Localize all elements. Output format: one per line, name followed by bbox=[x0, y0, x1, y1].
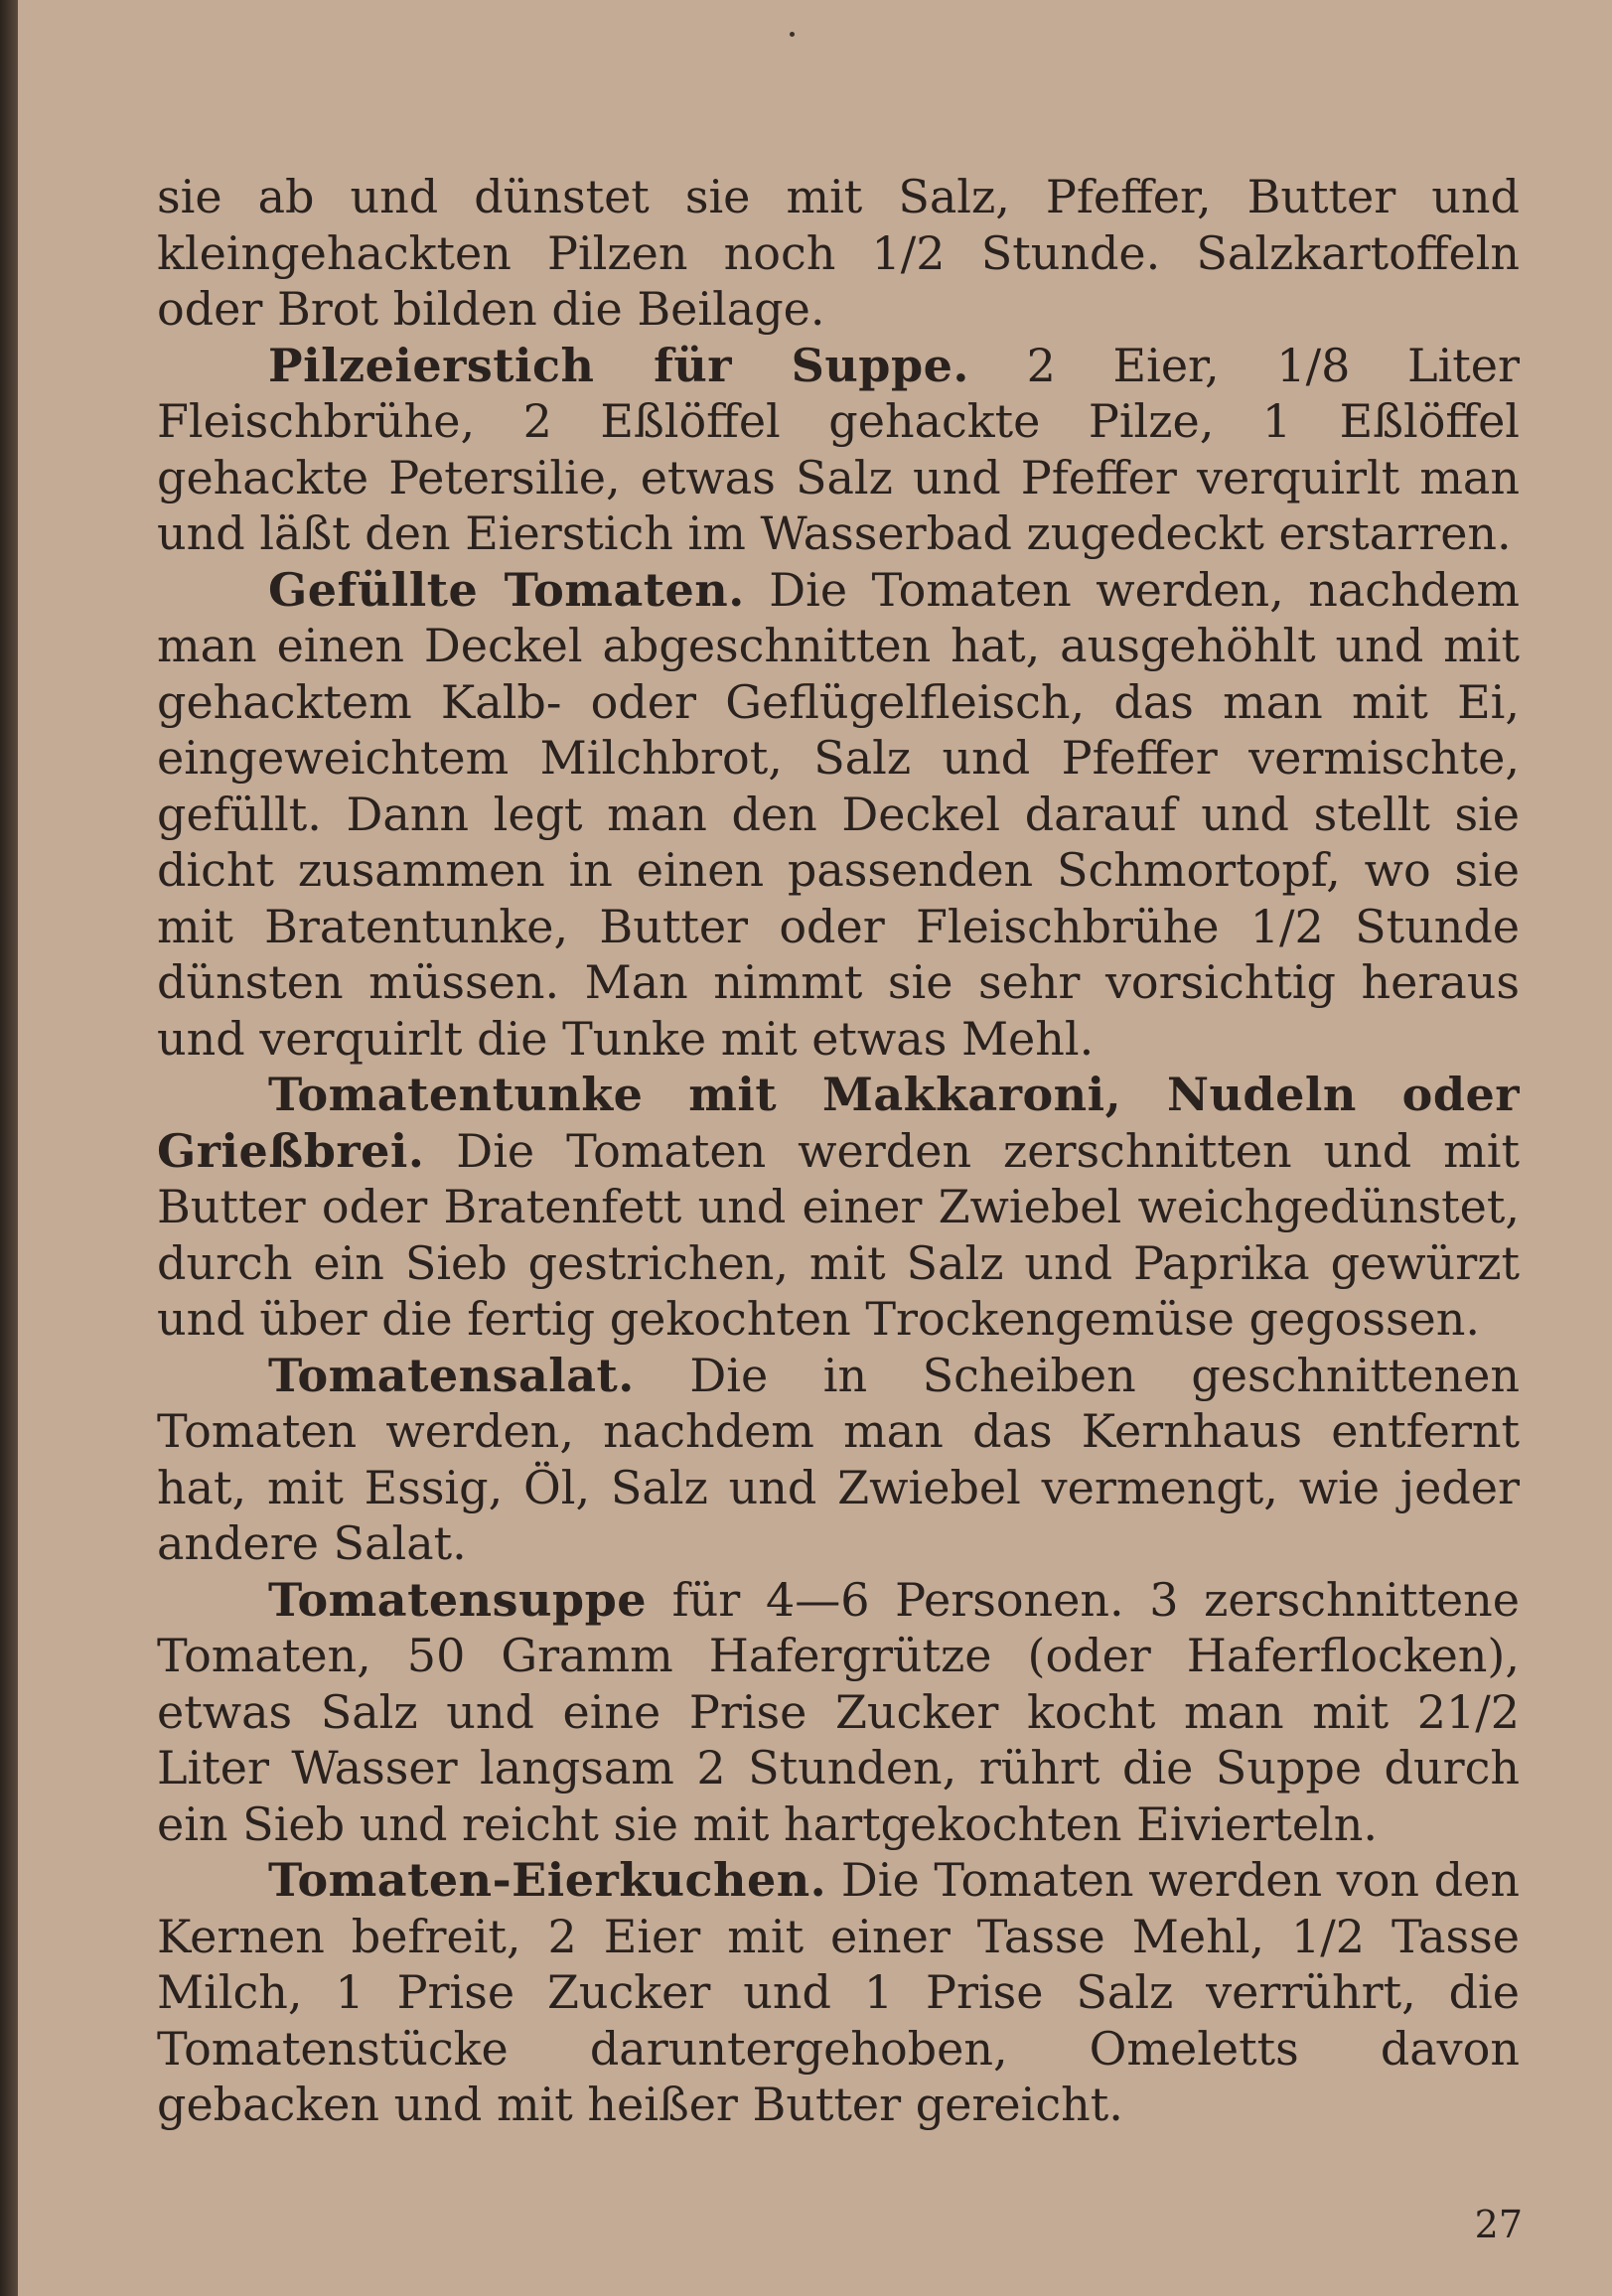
recipe-tomatensuppe bbox=[157, 1572, 1520, 1853]
recipe-body: 2 Eier, 1/8 Liter Fleischbrühe, 2 Eßlöffel gehackte Pilze, 1 Eßlöffel gehackte Petersilie, etwas Salz und Pfeffer verquirlt man und läßt den Eierstich im Wasserbad zugedeckt erstarren. bbox=[157, 338, 1520, 560]
recipe-body: Die Tomaten werden zerschnitten und mit Butter oder Bratenfett und einer Zwiebel weichgedünstet, durch ein Sieb gestrichen, mit Salz und Paprika gewürzt und über die fertig gekochten Trockengemüse gegossen. bbox=[157, 1123, 1520, 1346]
recipe-pilzeierstich bbox=[157, 338, 1520, 562]
page-number: 27 bbox=[1474, 2203, 1523, 2246]
recipe-tomaten-eierkuchen bbox=[157, 1852, 1520, 2133]
recipe-title: Tomaten-Eierkuchen. bbox=[268, 1853, 827, 1907]
recipe-title: Tomatensalat. bbox=[268, 1348, 635, 1402]
book-page bbox=[18, 0, 1612, 2296]
recipe-title: Tomatentunke mit Makkaroni, Nudeln oder Grießbrei. bbox=[157, 1068, 1520, 1178]
page-text bbox=[157, 169, 1520, 2133]
recipe-body: Die Tomaten werden von den Kernen befreit, 2 Eier mit einer Tasse Mehl, 1/2 Tasse Milch, 1 Prise Zucker und 1 Prise Salz verrührt, die Tomatenstücke daruntergehoben, Omeletts davon gebacken und mit heißer Butter gereicht. bbox=[157, 1853, 1520, 2131]
recipe-tomatensalat bbox=[157, 1348, 1520, 1572]
recipe-tomatentunke bbox=[157, 1067, 1520, 1348]
print-speck bbox=[790, 32, 795, 37]
recipe-body: für 4—6 Personen. 3 zerschnittene Tomaten, 50 Gramm Hafergrütze (oder Haferflocken), etwas Salz und eine Prise Zucker kocht man mit 21/2 Liter Wasser langsam 2 Stunden, rührt die Suppe durch ein Sieb und reicht sie mit hartgekochten Eivierteln. bbox=[157, 1572, 1520, 1851]
book-spine-shadow bbox=[0, 0, 18, 2296]
recipe-gefuellte-tomaten bbox=[157, 562, 1520, 1068]
recipe-title: Pilzeierstich für Suppe. bbox=[268, 338, 969, 392]
recipe-body: Die Tomaten werden, nachdem man einen Deckel abgeschnitten hat, ausgehöhlt und mit gehacktem Kalb- oder Geflügelfleisch, das man mit Ei, eingeweichtem Milchbrot, Salz und Pfeffer vermischte, gefüllt. Dann legt man den Deckel darauf und stellt sie dicht zusammen in einen passenden Schmortopf, wo sie mit Bratentunke, Butter oder Fleischbrühe 1/2 Stunde dünsten müssen. Man nimmt sie sehr vorsichtig heraus und verquirlt die Tunke mit etwas Mehl. bbox=[157, 562, 1520, 1066]
continuation-paragraph: sie ab und dünstet sie mit Salz, Pfeffer, Butter und kleingehackten Pilzen noch 1/2 Stunde. Salzkartoffeln oder Brot bilden die Beilage. bbox=[157, 170, 1520, 336]
recipe-title: Gefüllte Tomaten. bbox=[268, 562, 745, 617]
recipe-body: Die in Scheiben geschnittenen Tomaten werden, nachdem man das Kernhaus entfernt hat, mit Essig, Öl, Salz und Zwiebel vermengt, wie jeder andere Salat. bbox=[157, 1348, 1520, 1570]
recipe-title: Tomatensuppe bbox=[268, 1572, 648, 1627]
